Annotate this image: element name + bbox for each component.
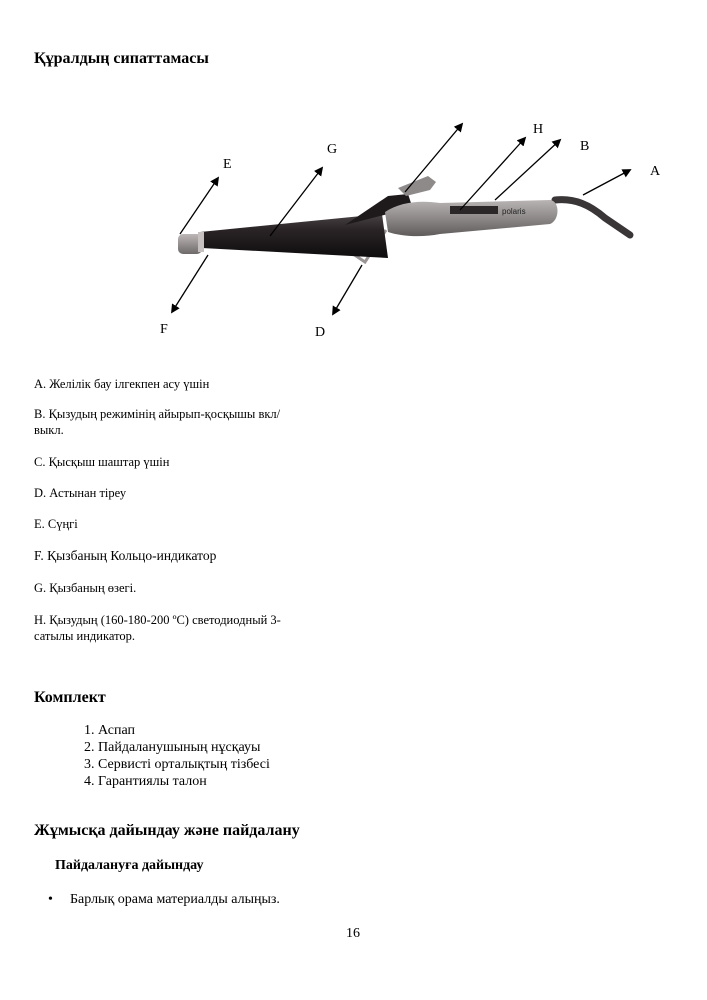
section-title-kit: Комплект — [34, 689, 106, 706]
part-item: F. Қызбаның Кольцо-индикатор — [34, 548, 217, 563]
power-cord — [555, 200, 630, 235]
part-item: H. Қызудың (160-180-200 ºC) светодиодный 3-сатылы индикатор. — [34, 613, 281, 643]
label-d: D — [315, 325, 326, 340]
arrow-f — [172, 255, 208, 312]
indicator-ring — [198, 232, 204, 252]
clamp-lever — [398, 176, 436, 196]
part-item: D. Астынан тіреу — [34, 486, 127, 500]
arrow-b — [495, 140, 560, 200]
led-indicator — [450, 206, 498, 214]
arrow-a — [583, 170, 630, 195]
arrow-h — [460, 138, 525, 210]
list-item: 3. Сервисті орталықтың тізбесі — [98, 756, 270, 773]
part-item: E. Сүңгі — [34, 517, 78, 531]
list-item: 2. Пайдаланушының нұсқауы — [98, 739, 270, 756]
curling-iron-diagram — [150, 110, 670, 350]
section-title-usage: Жұмысқа дайындау және пайдалану — [34, 822, 300, 839]
label-e: E — [223, 157, 232, 172]
label-h: H — [533, 122, 544, 137]
arrow-e — [180, 178, 218, 234]
handle — [385, 200, 558, 236]
part-item: A. Желілік бау ілгекпен асу үшін — [34, 377, 210, 391]
bullet-icon: • — [48, 892, 53, 907]
subsection-title: Пайдалануға дайындау — [55, 858, 204, 873]
section-title-description: Құралдың сипаттамасы — [34, 50, 209, 67]
label-f: F — [160, 322, 168, 337]
list-item: 4. Гарантиялы талон — [98, 773, 270, 790]
part-item: B. Қызудың режимінің айырып-қосқышы вкл/выкл. — [34, 407, 281, 437]
kit-list — [58, 722, 270, 790]
part-item: C. Қысқыш шаштар үшін — [34, 455, 170, 469]
label-b: B — [580, 139, 590, 154]
label-g: G — [327, 142, 338, 157]
bullet-item: • Барлық орама материалды алыңыз. — [48, 892, 280, 907]
label-a: A — [650, 164, 661, 179]
arrow-d — [333, 265, 362, 314]
part-item: G. Қызбаның өзегі. — [34, 581, 137, 595]
page-number: 16 — [346, 926, 360, 941]
brand-logo: polaris — [502, 207, 526, 216]
list-item: 1. Аспап — [98, 722, 270, 739]
